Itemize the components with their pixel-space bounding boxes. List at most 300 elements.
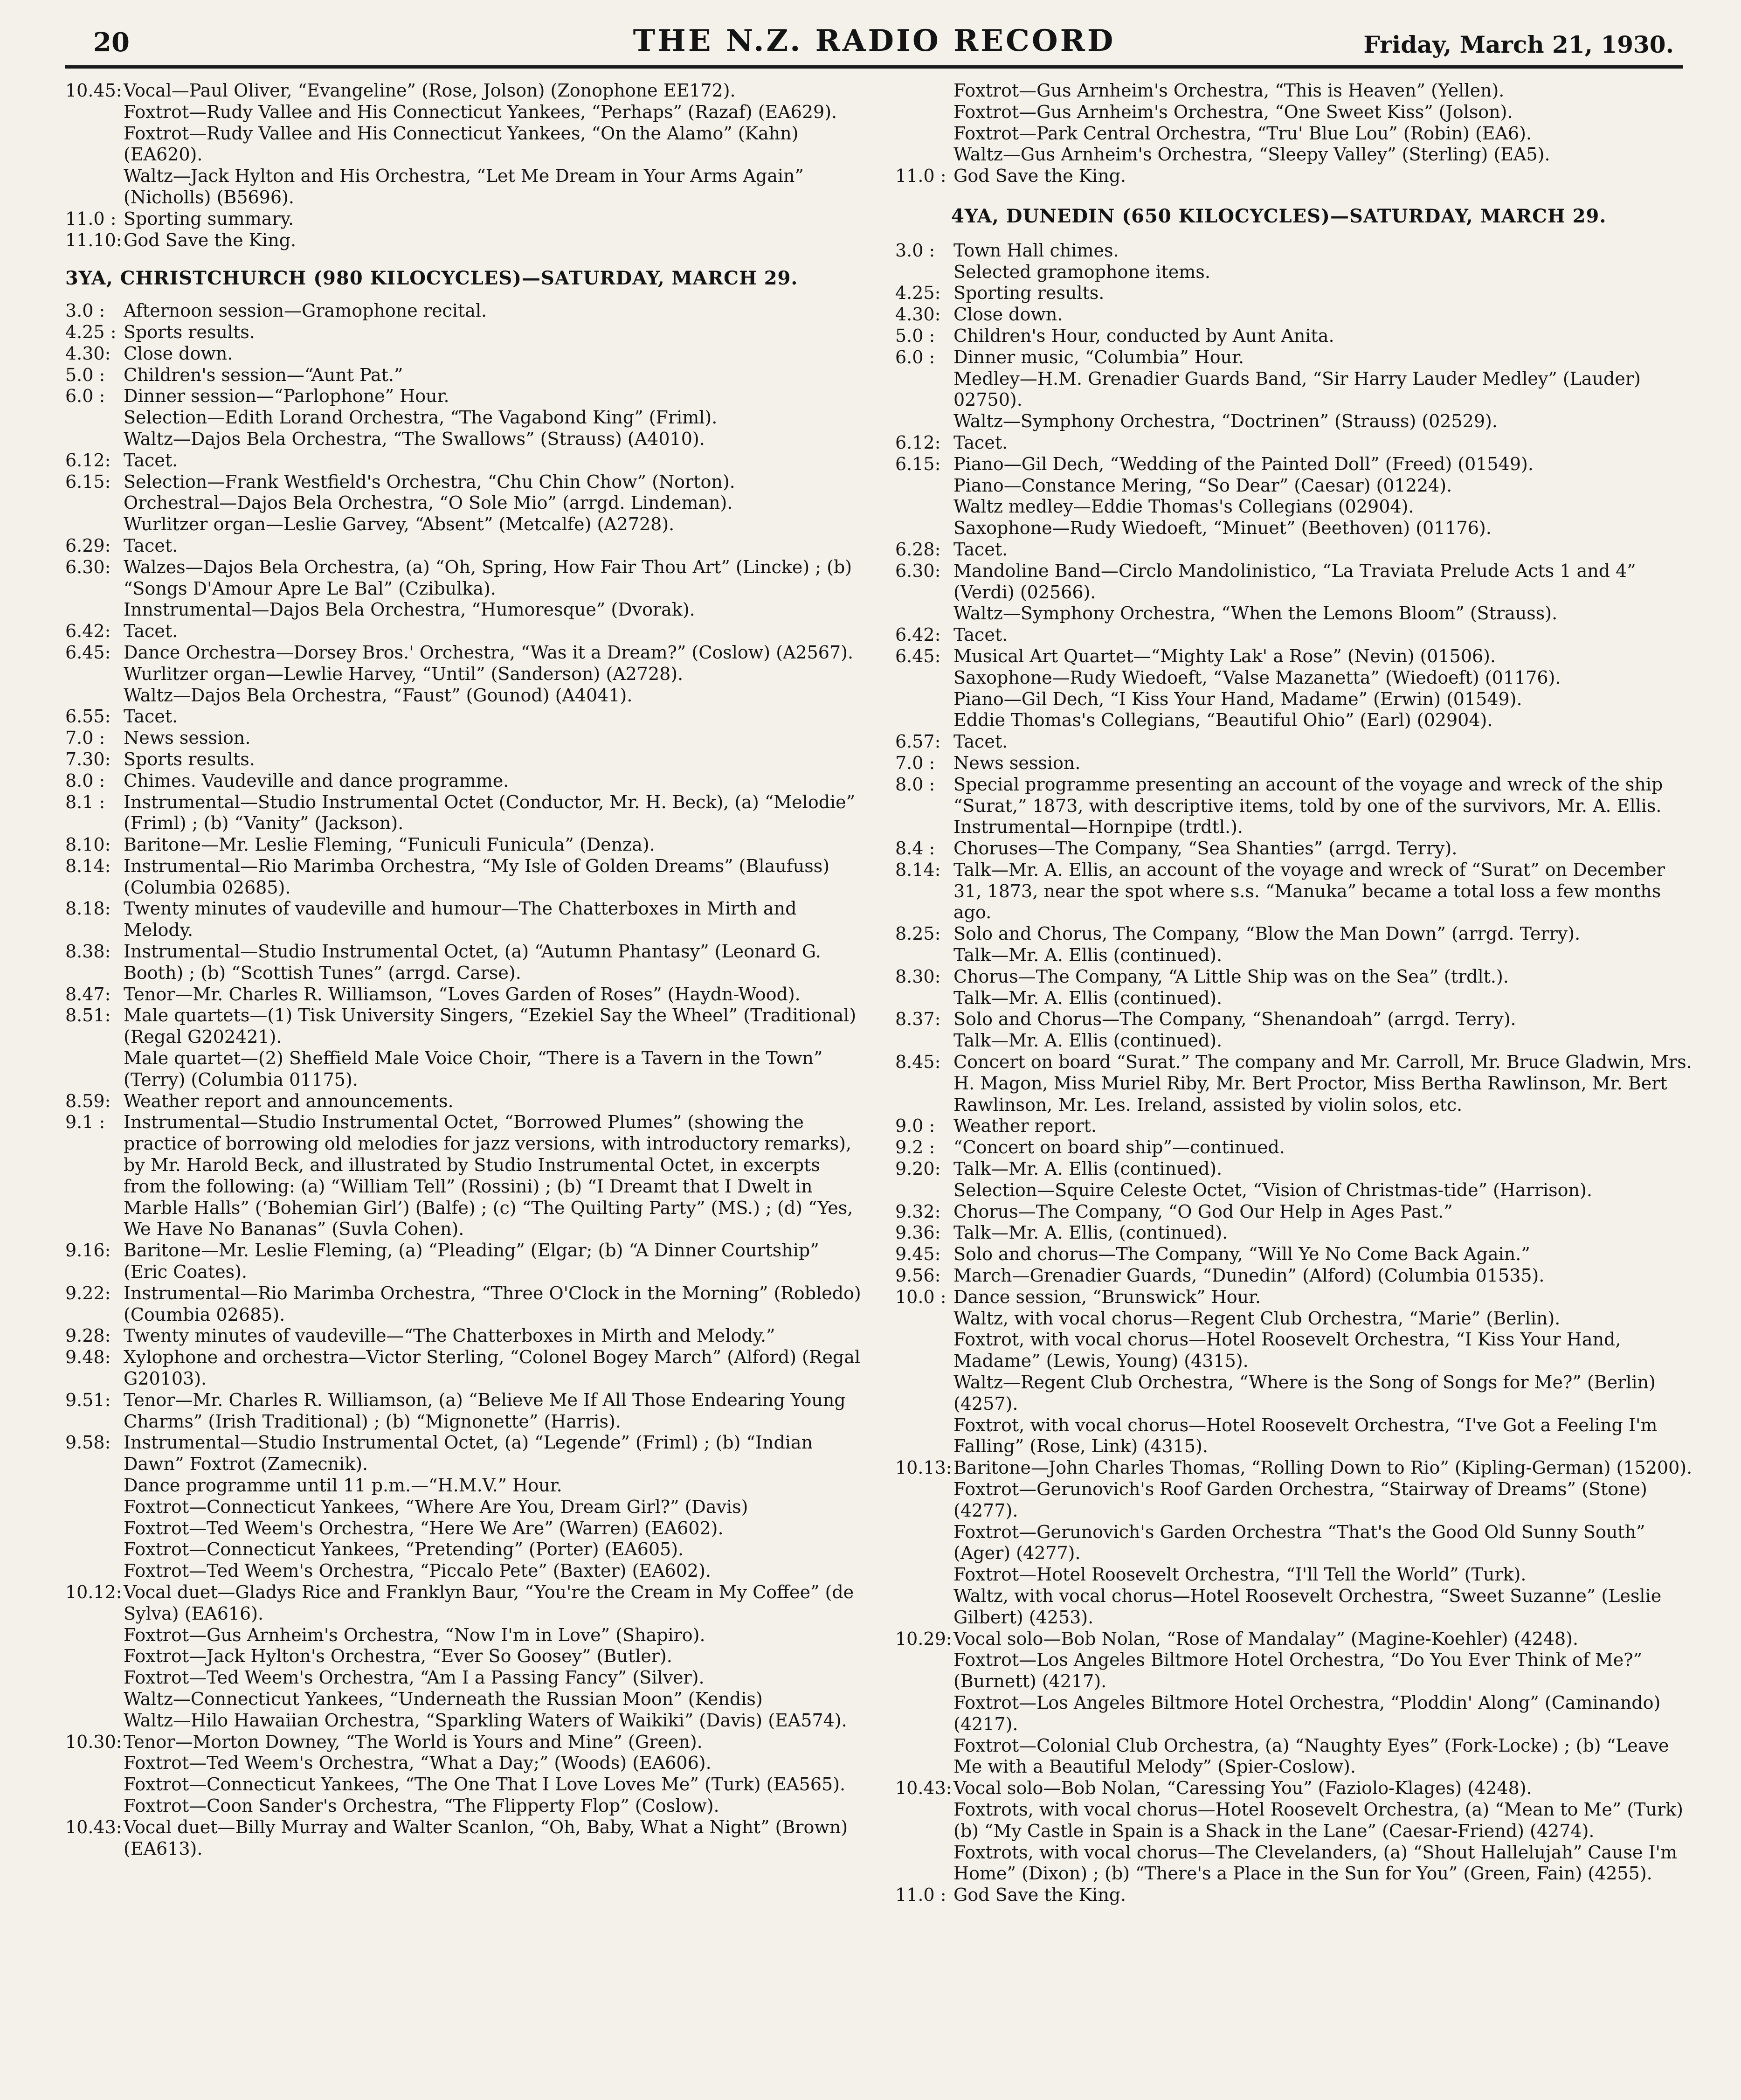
program-entry xyxy=(895,304,1697,326)
entry-text: Vocal duet—Billy Murray and Walter Scanlon, “Oh, Baby, What a Night” (Brown) (EA613). xyxy=(124,1816,848,1859)
program-entry xyxy=(895,1329,1697,1372)
program-entry xyxy=(65,471,867,493)
entry-time: 11.0 : xyxy=(895,166,946,187)
program-entry xyxy=(65,1390,867,1433)
entry-text: Waltz, with vocal chorus—Regent Club Orchestra, “Marie” (Berlin). xyxy=(953,1308,1561,1329)
entry-text: Saxophone—Rudy Wiedoeft, “Valse Mazanetta” (Wiedoeft) (01176). xyxy=(953,667,1561,688)
program-entry xyxy=(895,102,1697,123)
program-entry xyxy=(895,923,1697,945)
program-entry xyxy=(65,941,867,984)
page-header xyxy=(65,18,1683,69)
entry-time: 6.42: xyxy=(65,621,111,642)
entry-time: 6.0 : xyxy=(895,347,935,367)
program-entry xyxy=(895,1735,1697,1778)
entry-text: Eddie Thomas's Collegians, “Beautiful Ohio” (Earl) (02904). xyxy=(953,710,1493,731)
program-entry xyxy=(65,407,867,429)
entry-time xyxy=(895,80,953,102)
issue-date: Friday, March 21, 1930. xyxy=(1363,31,1674,58)
entry-text: Waltz—Connecticut Yankees, “Underneath the Russian Moon” (Kendis) xyxy=(124,1688,763,1709)
program-entry xyxy=(65,343,867,365)
entry-time: 4.25 : xyxy=(65,321,117,342)
entry-text: Male quartets—(1) Tisk University Singers, “Ezekiel Say the Wheel” (Traditional) (Regal G202421). xyxy=(124,1005,857,1047)
entry-time: 6.45: xyxy=(65,642,111,663)
program-entry xyxy=(65,1667,867,1689)
entry-time xyxy=(895,1308,953,1330)
entry-text: Talk—Mr. A. Ellis (continued). xyxy=(953,945,1223,966)
entry-text: Male quartet—(2) Sheffield Male Voice Choir, “There is a Tavern in the Town” (Terry) (Columbia 01175). xyxy=(124,1048,823,1090)
entry-text: Foxtrot—Ted Weem's Orchestra, “Here We Are” (Warren) (EA602). xyxy=(124,1518,724,1539)
entry-text: Foxtrot, with vocal chorus—Hotel Roosevelt Orchestra, “I Kiss Your Hand, Madame” (Lewis, Young) (4315). xyxy=(953,1329,1621,1372)
program-entry xyxy=(895,603,1697,624)
entry-time xyxy=(895,945,953,966)
program-entry xyxy=(65,792,867,835)
program-entry xyxy=(65,1753,867,1774)
entry-text: Waltz—Gus Arnheim's Orchestra, “Sleepy Valley” (Sterling) (EA5). xyxy=(953,144,1550,165)
program-entry xyxy=(895,1265,1697,1287)
entry-time: 10.45: xyxy=(65,80,122,101)
entry-time: 8.4 : xyxy=(895,838,935,859)
entry-time xyxy=(65,407,124,429)
left-column xyxy=(65,80,867,1859)
entry-text: Foxtrot—Jack Hylton's Orchestra, “Ever So Goosey” (Butler). xyxy=(124,1646,672,1667)
entry-time xyxy=(895,411,953,432)
entry-text: Baritone—Mr. Leslie Fleming, “Funiculi Funicula” (Denza). xyxy=(124,834,655,855)
entry-text: Instrumental—Studio Instrumental Octet, “Borrowed Plumes” (showing the practice of borrowing old melodies for jazz versions, with introductory remarks), by Mr. Harold Beck, and illustrated by Studio Instrumental Octet, in excerpts from the following: (a) “William Tell” (Rossini) ; (b) “I Dreamt that I Dwelt in Marble Halls” (‘Bohemian Girl’) (Balfe) ; (c) “The Quilting Party” (MS.) ; (d) “Yes, We Have No Bananas” (Suvla Cohen). xyxy=(124,1112,853,1240)
entry-time: 8.38: xyxy=(65,941,111,962)
entry-time xyxy=(65,599,124,621)
entry-time: 8.25: xyxy=(895,923,941,944)
entry-text: Tacet. xyxy=(953,624,1008,645)
program-entry xyxy=(895,1009,1697,1030)
program-entry xyxy=(895,539,1697,561)
entry-text: Selection—Frank Westfield's Orchestra, “Chu Chin Chow” (Norton). xyxy=(124,471,735,492)
program-entry xyxy=(65,102,867,123)
program-entry xyxy=(895,454,1697,475)
entry-time xyxy=(895,496,953,518)
program-entry xyxy=(895,774,1697,817)
entry-text: Wurlitzer organ—Leslie Garvey, “Absent” (Metcalfe) (A2728). xyxy=(124,514,675,535)
entry-time xyxy=(65,1774,124,1795)
entry-time xyxy=(65,123,124,166)
entry-time: 6.29: xyxy=(65,535,111,556)
entry-time xyxy=(65,492,124,514)
entry-time xyxy=(895,1180,953,1201)
program-entry xyxy=(65,322,867,343)
entry-time xyxy=(895,689,953,710)
entry-time: 6.55: xyxy=(65,706,111,727)
program-entry xyxy=(65,1497,867,1518)
program-entry xyxy=(65,856,867,899)
entry-time: 9.1 : xyxy=(65,1112,105,1133)
program-entry xyxy=(65,386,867,407)
program-entry xyxy=(895,1222,1697,1244)
entry-text: Foxtrot—Gerunovich's Garden Orchestra “That's the Good Old Sunny South” (Ager) (4277). xyxy=(953,1521,1645,1564)
program-entry xyxy=(65,429,867,450)
entry-text: Solo and chorus—The Company, “Will Ye No Come Back Again.” xyxy=(953,1244,1530,1265)
entry-time xyxy=(895,1479,953,1522)
program-entry xyxy=(65,80,867,102)
entry-text: Waltz—Symphony Orchestra, “When the Lemons Bloom” (Strauss). xyxy=(953,603,1558,624)
program-entry xyxy=(895,1522,1697,1565)
entry-text: Foxtrot—Los Angeles Biltmore Hotel Orchestra, “Ploddin' Along” (Caminando) (4217). xyxy=(953,1692,1661,1734)
entry-time xyxy=(895,1842,953,1885)
entry-text: Chorus—The Company, “O God Our Help in Ages Past.” xyxy=(953,1201,1453,1222)
entry-time: 8.45: xyxy=(895,1052,941,1073)
program-entry xyxy=(65,1240,867,1283)
entry-text: Talk—Mr. A. Ellis, an account of the voyage and wreck of “Surat” on December 31, 1873, near the spot where s.s. “Manuka” became a total loss a few months ago. xyxy=(953,859,1665,923)
entry-text: Chorus—The Company, “A Little Ship was on the Sea” (trdlt.). xyxy=(953,966,1509,987)
program-entry xyxy=(895,123,1697,145)
program-entry xyxy=(65,685,867,707)
entry-time xyxy=(895,1329,953,1372)
program-entry xyxy=(895,710,1697,731)
entry-text: Medley—H.M. Grenadier Guards Band, “Sir Harry Lauder Medley” (Lauder) 02750). xyxy=(953,368,1641,410)
entry-time: 9.20: xyxy=(895,1158,941,1179)
entry-time xyxy=(65,1475,124,1497)
program-entry xyxy=(65,230,867,251)
entry-text: Dance programme until 11 p.m.—“H.M.V.” Hour. xyxy=(124,1475,562,1496)
entry-text: Foxtrot—Gus Arnheim's Orchestra, “This is Heaven” (Yellen). xyxy=(953,80,1505,101)
entry-text: Solo and Chorus—The Company, “Shenandoah” (arrgd. Terry). xyxy=(953,1009,1516,1030)
program-entry xyxy=(895,166,1697,187)
entry-time: 6.28: xyxy=(895,539,941,560)
program-entry xyxy=(65,984,867,1005)
entry-time: 10.29: xyxy=(895,1628,952,1649)
entry-time: 9.58: xyxy=(65,1432,111,1453)
program-entry xyxy=(895,1116,1697,1137)
entry-text: Waltz—Symphony Orchestra, “Doctrinen” (Strauss) (02529). xyxy=(953,411,1498,432)
entry-text: Tacet. xyxy=(124,706,178,727)
program-entry xyxy=(895,1457,1697,1479)
entry-text: Waltz—Dajos Bela Orchestra, “The Swallows” (Strauss) (A4010). xyxy=(124,428,705,449)
program-entry xyxy=(895,817,1697,838)
entry-time xyxy=(895,710,953,731)
entry-text: Afternoon session—Gramophone recital. xyxy=(124,300,487,321)
entry-text: Xylophone and orchestra—Victor Sterling, “Colonel Bogey March” (Alford) (Regal G20103). xyxy=(124,1347,861,1389)
entry-text: March—Grenadier Guards, “Dunedin” (Alford) (Columbia 01535). xyxy=(953,1265,1545,1286)
entry-time: 9.2 : xyxy=(895,1137,935,1158)
program-entry xyxy=(65,1560,867,1582)
program-entry xyxy=(65,123,867,166)
header-rule xyxy=(65,65,1683,69)
entry-text: Foxtrot—Park Central Orchestra, “Tru' Blue Lou” (Robin) (EA6). xyxy=(953,123,1532,144)
program-entry xyxy=(895,1479,1697,1522)
program-entry xyxy=(895,347,1697,368)
program-entry xyxy=(895,1287,1697,1308)
program-entry xyxy=(895,988,1697,1009)
entry-time: 6.30: xyxy=(895,560,941,581)
entry-time: 6.30: xyxy=(65,556,111,577)
entry-time xyxy=(65,685,124,707)
entry-time: 9.32: xyxy=(895,1201,941,1222)
entry-time: 9.51: xyxy=(65,1389,111,1410)
program-entry xyxy=(65,492,867,514)
program-entry xyxy=(895,262,1697,283)
entry-time xyxy=(895,667,953,689)
entry-time: 8.0 : xyxy=(65,770,105,791)
station-heading: 4YA, DUNEDIN (650 KILOCYCLES)—SATURDAY, MARCH 29. xyxy=(951,205,1607,227)
entry-time xyxy=(65,1795,124,1817)
program-entry xyxy=(65,728,867,749)
entry-time xyxy=(895,475,953,497)
program-entry xyxy=(65,1732,867,1753)
entry-text: Piano—Constance Mering, “So Dear” (Caesar) (01224). xyxy=(953,475,1452,496)
program-entry xyxy=(895,283,1697,304)
entry-text: Weather report. xyxy=(953,1116,1097,1137)
entry-time: 6.42: xyxy=(895,624,941,645)
program-entry xyxy=(65,450,867,471)
program-entry xyxy=(895,646,1697,667)
program-entry xyxy=(895,1201,1697,1223)
entry-text: Waltz medley—Eddie Thomas's Collegians (02904). xyxy=(953,496,1414,517)
entry-text: Foxtrot—Gus Arnheim's Orchestra, “Now I'm in Love” (Shapiro). xyxy=(124,1624,705,1645)
entry-text: Selection—Squire Celeste Octet, “Vision of Christmas-tide” (Harrison). xyxy=(953,1179,1592,1200)
entry-time xyxy=(65,1710,124,1732)
entry-text: Vocal—Paul Oliver, “Evangeline” (Rose, Jolson) (Zonophone EE172). xyxy=(124,80,736,101)
entry-time xyxy=(895,1735,953,1778)
right-column xyxy=(895,80,1697,1906)
program-entry xyxy=(65,599,867,621)
program-entry xyxy=(895,1564,1697,1586)
page-number: 20 xyxy=(93,27,130,58)
program-entry xyxy=(65,642,867,664)
entry-time xyxy=(895,1030,953,1052)
entry-time: 6.0 : xyxy=(65,386,105,407)
program-entry xyxy=(895,1137,1697,1158)
program-entry xyxy=(895,1030,1697,1052)
program-entry xyxy=(65,1710,867,1732)
entry-time: 4.30: xyxy=(895,304,941,325)
entry-text: Dinner music, “Columbia” Hour. xyxy=(953,347,1244,367)
entry-text: Tenor—Mr. Charles R. Williamson, “Loves Garden of Roses” (Haydn-Wood). xyxy=(124,984,801,1005)
entry-time: 9.36: xyxy=(895,1222,941,1243)
entry-time xyxy=(65,1497,124,1518)
entry-text: Talk—Mr. A. Ellis, (continued). xyxy=(953,1222,1228,1243)
program-entry xyxy=(65,1646,867,1667)
entry-time: 3.0 : xyxy=(895,240,935,261)
program-entry xyxy=(895,731,1697,753)
entry-time: 9.28: xyxy=(65,1325,111,1346)
entry-text: Town Hall chimes. xyxy=(953,240,1119,261)
entry-text: Instrumental—Studio Instrumental Octet (Conductor, Mr. H. Beck), (a) “Melodie” (Friml) ; (b) “Vanity” (Jackson). xyxy=(124,791,856,834)
entry-time xyxy=(895,1415,953,1458)
program-entry xyxy=(65,1582,867,1625)
entry-time xyxy=(895,1586,953,1629)
program-entry xyxy=(895,1778,1697,1799)
entry-time xyxy=(65,1560,124,1582)
entry-text: News session. xyxy=(124,728,251,749)
entry-time: 10.13: xyxy=(895,1457,952,1478)
entry-text: Wurlitzer organ—Lewlie Harvey, “Until” (Sanderson) (A2728). xyxy=(124,663,684,684)
entry-text: Foxtrots, with vocal chorus—Hotel Roosevelt Orchestra, (a) “Mean to Me” (Turk) (b) “My Castle in Spain is a Shack in the Lane” (Caesar-Friend) (4274). xyxy=(953,1799,1683,1841)
entry-text: Foxtrot—Colonial Club Orchestra, (a) “Naughty Eyes” (Fork-Locke) ; (b) “Leave Me with a Beautiful Melody” (Spier-Coslow). xyxy=(953,1735,1669,1777)
entry-time xyxy=(65,1753,124,1774)
entry-text: Innstrumental—Dajos Bela Orchestra, “Humoresque” (Dvorak). xyxy=(124,599,695,620)
program-entry xyxy=(65,1539,867,1560)
entry-text: Weather report and announcements. xyxy=(124,1090,454,1111)
entry-time xyxy=(895,1692,953,1735)
entry-text: Tacet. xyxy=(124,621,178,642)
program-entry xyxy=(65,208,867,230)
entry-time xyxy=(65,1667,124,1689)
program-entry xyxy=(895,475,1697,497)
entry-text: “Concert on board ship”—continued. xyxy=(953,1137,1285,1158)
program-entry xyxy=(895,1052,1697,1116)
entry-time: 10.43: xyxy=(65,1816,122,1837)
entry-time xyxy=(65,1539,124,1560)
program-entry xyxy=(895,945,1697,966)
entry-text: Waltz—Dajos Bela Orchestra, “Faust” (Gounod) (A4041). xyxy=(124,685,633,706)
program-entry xyxy=(895,859,1697,923)
entry-text: Sports results. xyxy=(124,749,255,769)
entry-text: Instrumental—Studio Instrumental Octet, (a) “Legende” (Friml) ; (b) “Indian Dawn” Foxtrot (Zamecnik). xyxy=(124,1432,813,1475)
entry-text: Foxtrot—Gerunovich's Roof Garden Orchestra, “Stairway of Dreams” (Stone) (4277). xyxy=(953,1479,1647,1521)
entry-time: 3.0 : xyxy=(65,300,105,321)
entry-time xyxy=(895,1372,953,1415)
program-entry xyxy=(65,749,867,770)
entry-text: Waltz—Hilo Hawaiian Orchestra, “Sparkling Waters of Waikiki” (Davis) (EA574). xyxy=(124,1710,847,1731)
entry-time xyxy=(65,166,124,208)
entry-time xyxy=(65,1625,124,1646)
program-entry xyxy=(65,1325,867,1347)
entry-time: 6.15: xyxy=(895,453,941,474)
program-entry xyxy=(65,1689,867,1710)
program-entry xyxy=(65,898,867,941)
entry-text: Foxtrot—Ted Weem's Orchestra, “What a Day;” (Woods) (EA606). xyxy=(124,1753,712,1774)
entry-text: Dance Orchestra—Dorsey Bros.' Orchestra, “Was it a Dream?” (Coslow) (A2567). xyxy=(124,642,854,663)
entry-text: Sporting results. xyxy=(953,283,1105,304)
entry-text: Close down. xyxy=(953,304,1063,325)
entry-time: 4.30: xyxy=(65,343,111,364)
program-entry xyxy=(895,80,1697,102)
entry-text: Mandoline Band—Circlo Mandolinistico, “La Traviata Prelude Acts 1 and 4” (Verdi) (02566). xyxy=(953,560,1636,603)
entry-time: 8.14: xyxy=(65,855,111,876)
entry-text: Foxtrot—Rudy Vallee and His Connecticut Yankees, “On the Alamo” (Kahn) (EA620). xyxy=(124,123,799,165)
program-entry xyxy=(895,624,1697,646)
entry-time: 8.30: xyxy=(895,966,941,987)
entry-time: 7.0 : xyxy=(895,752,935,773)
program-entry xyxy=(895,1158,1697,1180)
entry-time: 9.16: xyxy=(65,1240,111,1261)
entry-text: Twenty minutes of vaudeville—“The Chatterboxes in Mirth and Melody.” xyxy=(124,1325,775,1346)
entry-text: Waltz—Regent Club Orchestra, “Where is the Song of Songs for Me?” (Berlin) (4257). xyxy=(953,1372,1656,1414)
program-entry xyxy=(895,518,1697,539)
program-entry xyxy=(65,557,867,600)
entry-time xyxy=(895,144,953,166)
entry-text: Selected gramophone items. xyxy=(953,261,1210,282)
entry-time xyxy=(65,664,124,685)
entry-text: God Save the King. xyxy=(953,166,1126,187)
program-entry xyxy=(65,1475,867,1497)
entry-text: Dinner session—“Parlophone” Hour. xyxy=(124,386,449,407)
entry-text: Waltz, with vocal chorus—Hotel Roosevelt Orchestra, “Sweet Suzanne” (Leslie Gilbert) (4253). xyxy=(953,1585,1662,1628)
program-entry xyxy=(65,300,867,322)
program-entry xyxy=(65,166,867,208)
entry-time: 10.43: xyxy=(895,1778,952,1799)
program-entry xyxy=(895,1842,1697,1885)
entry-time: 8.18: xyxy=(65,898,111,919)
program-entry xyxy=(895,1586,1697,1629)
entry-time: 6.45: xyxy=(895,645,941,666)
entry-text: Talk—Mr. A. Ellis (continued). xyxy=(953,987,1223,1008)
entry-time: 5.0 : xyxy=(895,325,935,346)
entry-time xyxy=(895,1564,953,1586)
entry-text: Tacet. xyxy=(124,535,178,556)
entry-text: Concert on board “Surat.” The company and Mr. Carroll, Mr. Bruce Gladwin, Mrs. H. Magon, Miss Muriel Riby, Mr. Bert Proctor, Miss Bertha Rawlinson, Mr. Bert Rawlinson, Mr. Les. Ireland, assisted by violin solos, etc. xyxy=(953,1052,1692,1115)
entry-time xyxy=(895,817,953,838)
program-entry xyxy=(65,1795,867,1817)
entry-text: Foxtrot—Los Angeles Biltmore Hotel Orchestra, “Do You Ever Think of Me?” (Burnett) (4217). xyxy=(953,1650,1643,1692)
entry-text: Foxtrot, with vocal chorus—Hotel Roosevelt Orchestra, “I've Got a Feeling I'm Falling” (Rose, Link) (4315). xyxy=(953,1414,1658,1457)
entry-text: Chimes. Vaudeville and dance programme. xyxy=(124,770,509,791)
program-entry xyxy=(895,838,1697,859)
entry-time: 11.0 : xyxy=(65,208,117,229)
program-entry xyxy=(895,1885,1697,1906)
entry-time: 6.12: xyxy=(65,450,111,471)
entry-text: Waltz—Jack Hylton and His Orchestra, “Let Me Dream in Your Arms Again” (Nicholls) (B5696). xyxy=(124,166,804,208)
entry-time xyxy=(895,1522,953,1565)
entry-text: Foxtrot—Ted Weem's Orchestra, “Piccalo Pete” (Baxter) (EA602). xyxy=(124,1560,711,1581)
entry-text: Foxtrot—Gus Arnheim's Orchestra, “One Sweet Kiss” (Jolson). xyxy=(953,101,1513,122)
entry-time: 5.0 : xyxy=(65,364,105,385)
entry-time xyxy=(895,518,953,539)
entry-text: Instrumental—Rio Marimba Orchestra, “Three O'Clock in the Morning” (Robledo) (Coumbia 02685). xyxy=(124,1282,861,1325)
entry-text: Twenty minutes of vaudeville and humour—The Chatterboxes in Mirth and Melody. xyxy=(124,898,797,941)
program-entry xyxy=(65,770,867,792)
entry-text: Talk—Mr. A. Ellis (continued). xyxy=(953,1158,1223,1179)
program-entry xyxy=(65,834,867,856)
entry-time xyxy=(895,988,953,1009)
program-entry xyxy=(65,1091,867,1112)
entry-time xyxy=(895,1799,953,1842)
entry-time: 8.51: xyxy=(65,1005,111,1026)
program-entry xyxy=(895,1180,1697,1201)
entry-text: Saxophone—Rudy Wiedoeft, “Minuet” (Beethoven) (01176). xyxy=(953,518,1492,539)
entry-time: 10.30: xyxy=(65,1731,122,1752)
entry-text: Foxtrot—Rudy Vallee and His Connecticut Yankees, “Perhaps” (Razaf) (EA629). xyxy=(124,101,837,122)
entry-time: 11.0 : xyxy=(895,1885,946,1906)
entry-text: Instrumental—Rio Marimba Orchestra, “My Isle of Golden Dreams” (Blaufuss) (Columbia 02685). xyxy=(124,855,830,898)
entry-text: Tacet. xyxy=(124,450,178,471)
entry-text: Dance session, “Brunswick” Hour. xyxy=(953,1286,1261,1307)
entry-time: 9.56: xyxy=(895,1265,941,1286)
program-entry xyxy=(65,1005,867,1048)
program-entry xyxy=(65,1283,867,1326)
entry-text: Foxtrot—Connecticut Yankees, “The One That I Love Loves Me” (Turk) (EA565). xyxy=(124,1774,846,1795)
entry-time: 6.15: xyxy=(65,471,111,492)
program-entry xyxy=(895,1244,1697,1265)
entry-text: Children's Hour, conducted by Aunt Anita. xyxy=(953,325,1334,346)
entry-text: Foxtrot—Connecticut Yankees, “Where Are You, Dream Girl?” (Davis) xyxy=(124,1496,748,1517)
publication-title: THE N.Z. RADIO RECORD xyxy=(633,23,1116,58)
entry-time: 10.0 : xyxy=(895,1286,946,1307)
entry-time xyxy=(65,514,124,535)
program-entry xyxy=(895,368,1697,411)
program-entry xyxy=(895,667,1697,689)
program-entry xyxy=(895,411,1697,432)
entry-time: 9.22: xyxy=(65,1282,111,1303)
entry-text: Children's session—“Aunt Pat.” xyxy=(124,364,403,385)
entry-text: Instrumental—Hornpipe (trdtl.). xyxy=(953,817,1243,838)
entry-text: Foxtrot—Ted Weem's Orchestra, “Am I a Passing Fancy” (Silver). xyxy=(124,1667,705,1688)
entry-time xyxy=(65,1518,124,1539)
entry-time: 9.48: xyxy=(65,1347,111,1368)
program-entry xyxy=(895,1415,1697,1458)
program-entry xyxy=(65,1518,867,1539)
entry-time: 8.10: xyxy=(65,834,111,855)
program-entry xyxy=(65,1432,867,1475)
program-entry xyxy=(895,1308,1697,1330)
